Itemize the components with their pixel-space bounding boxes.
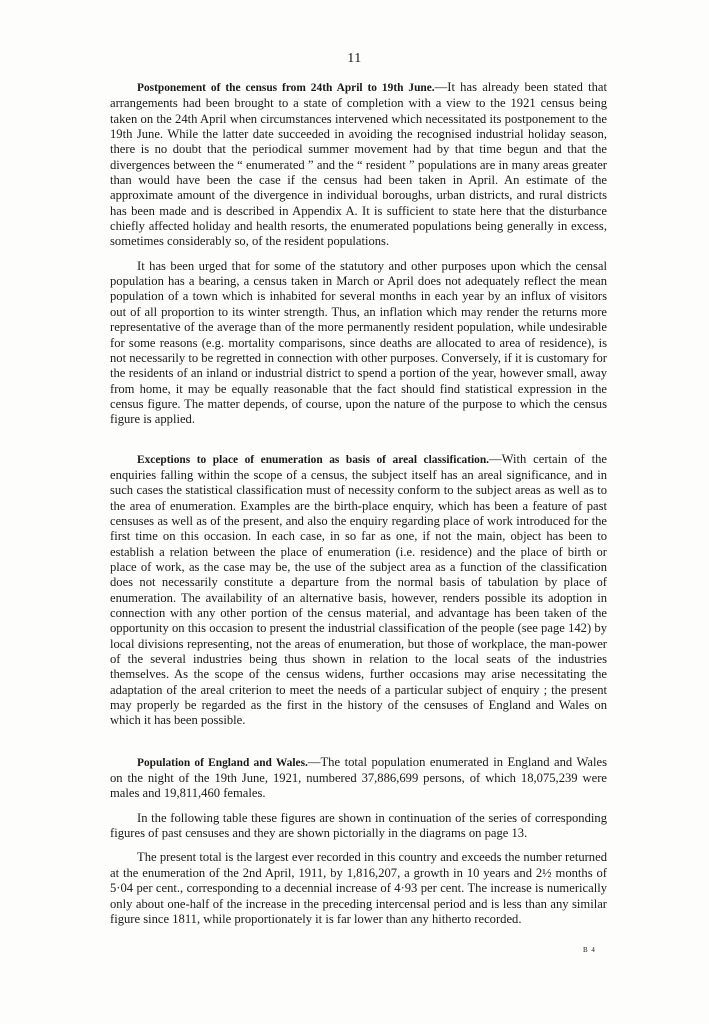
text-exceptions: —With certain of the enquiries falling within the scope of a census, the subject itself has an areal significance, and in such cases the statistical classification must of necessity conform to the subject areas as well as to the area of enumeration. Examples are the birth-place enquiry, which has been a feature of past censuses as well as of the present, and also the enquiry regarding place of work introduced for the first time on this occasion. In each case, in so far as one, if not the main, object has been to establish a relation between the place of enumeration (i.e. residence) and the place of birth or place of work, as the case may be, the use of the subject area as a function of the classification does not necessarily constitute a departure from the normal basis of tabulation by place of enumeration. The availability of an alternative basis, however, renders possible its adoption in connection with any other portion of the census material, and advantage has been taken of the opportunity on this occasion to present the industrial classification of the people (see page 142) by local divisions representing, not the areas of enumeration, but those of workplace, the man-power of the several industries being thus shown in relation to the local seats of the industries themselves. As the scope of the census widens, further occasions may arise necessitating the adaptation of the areal criterion to meet the needs of a particular subject of enquiry ; the present may properly be regarded as the first in the history of the censuses of England and Wales on which it has been possible.	[110, 451, 607, 728]
signature-mark: B 4	[583, 946, 596, 954]
text-population: —The total population enumerated in England and Wales on the night of the 19th June, 1921, numbered 37,886,699 persons, of which 18,075,239 were males and 19,811,460 females.	[110, 754, 607, 801]
heading-population: Population of England and Wales.	[137, 756, 308, 769]
paragraph-exceptions	[110, 452, 607, 729]
paragraph-table-note: In the following table these figures are shown in continuation of the series of corresponding figures of past censuses and they are shown pictorially in the diagrams on page 13.	[110, 810, 607, 841]
page-number: 11	[347, 51, 362, 66]
paragraph-population	[110, 755, 607, 802]
paragraph-census-timing: It has been urged that for some of the statutory and other purposes upon which the censal population has a bearing, a census taken in March or April does not adequately reflect the mean population of a town which is inhabited for several months in each year by an influx of visitors out of all proportion to its winter strength. Thus, an inflation which may render the returns more representative of the average than of the more permanently resident population, while undesirable for some reasons (e.g. mortality comparisons, since deaths are allocated to area of residence), is not necessarily to be regretted in connection with other purposes. Conversely, if it is customary for the residents of an inland or industrial district to spend a portion of the year, however small, away from home, it may be equally reasonable that the fact should find statistical expression in the census figure. The matter depends, of course, upon the nature of the purpose to which the census figure is applied.	[110, 258, 607, 427]
body-text	[110, 80, 607, 927]
paragraph-growth: The present total is the largest ever recorded in this country and exceeds the number returned at the enumeration of the 2nd April, 1911, by 1,816,207, a growth in 10 years and 2½ months of 5·04 per cent., corresponding to a decennial increase of 4·93 per cent. The increase is numerically only about one-half of the increase in the preceding intercensal period and is less than any similar figure since 1811, while proportionately it is far lower than any hitherto recorded.	[110, 850, 607, 926]
heading-exceptions: Exceptions to place of enumeration as basis of areal classification.	[137, 453, 490, 466]
text-census-postponement: —It has already been stated that arrangements had been brought to a state of completion with a view to the 1921 census being taken on the 24th April when circumstances intervened which necessitated its postponement to the 19th June. While the latter date succeeded in avoiding the recognised industrial holiday season, there is no doubt that the periodical summer movement had by that time begun and that the divergences between the “ enumerated ” and the “ resident ” populations are in many areas greater than would have been the case if the census had been taken in April. An estimate of the approximate amount of the divergence in individual boroughs, urban districts, and rural districts has been made and is described in Appendix A. It is sufficient to state here that the disturbance chiefly affected holiday and health resorts, the enumerated populations being generally in excess, sometimes considerably so, of the resident populations.	[110, 80, 608, 249]
paragraph-census-postponement	[110, 80, 607, 250]
heading-census-postponement: Postponement of the census from 24th April to 19th June.	[137, 82, 435, 94]
